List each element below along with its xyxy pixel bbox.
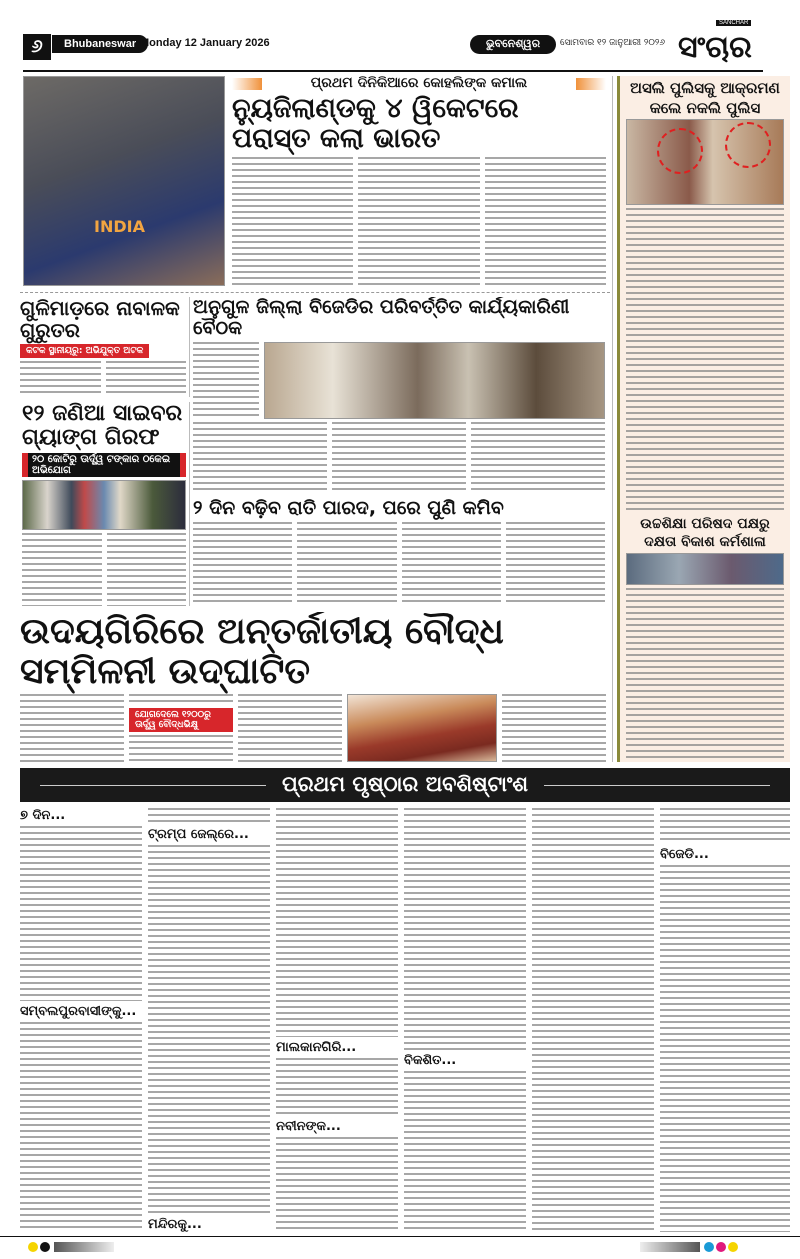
lead-body-col1 (232, 157, 353, 286)
masthead-logo-tag: SANCHAR (716, 20, 751, 26)
continuation-col3-a (276, 808, 398, 1037)
continuation-col3-c (276, 1137, 398, 1233)
lead-body (232, 157, 606, 286)
cyber-headline: ୧୨ ଜଣିଆ ସାଇବର ଗ୍ୟାଙ୍ଗ ଗିରଫ (22, 402, 183, 451)
shooting-headline: ଗୁଳିମାଡ଼ରେ ନାବାଳକ ଗୁରୁତର (20, 297, 180, 342)
continuation-banner (20, 768, 790, 802)
registration-mark (716, 1242, 726, 1252)
continuation-subhead: ବିକଶିତ... (404, 1052, 457, 1068)
continuation-col6 (660, 808, 790, 1232)
shooting-body-col1 (20, 361, 101, 397)
bjd-body-col3 (332, 422, 466, 493)
highlight-circle-right (725, 122, 771, 168)
page-number: ୬ (23, 34, 51, 60)
continuation-col2 (148, 808, 270, 1232)
continuation-col6-b (660, 865, 790, 1232)
sidebar-story2-body (626, 588, 784, 758)
column-divider (189, 402, 190, 606)
date-en: Monday 12 January 2026 (140, 37, 270, 49)
bjd-bottom-row (193, 422, 605, 493)
shooting-tag: କଟକ ସ୍ଥାନୀୟରୁ: ଅଭିଯୁକ୍ତ ଅଟକ (20, 344, 149, 358)
sidebar-headline-1b: କଲେ ନକଲି ପୁଲିସ (649, 98, 761, 117)
monks-photo (347, 694, 497, 762)
registration-mark (704, 1242, 714, 1252)
continuation-subhead: ମାଲକାନଗିରି... (276, 1040, 357, 1056)
gray-scale-bar (640, 1242, 700, 1252)
buddhist-story (20, 612, 606, 762)
shooting-body-col2 (106, 361, 187, 397)
banner-rule-right (544, 785, 770, 786)
continuation-subhead: ନବୀନଙ୍କ... (276, 1118, 341, 1134)
shooting-body (20, 361, 186, 397)
cyber-gang-photo (22, 480, 186, 530)
sidebar-headline-2b: ଦକ୍ଷତା ବିକାଶ କର୍ମଶାଳା (644, 533, 766, 550)
sidebar-box (617, 76, 790, 762)
continuation-col5-wrap (532, 808, 654, 1232)
continuation-col1 (20, 808, 142, 1232)
continuation-subhead: ମନ୍ଦିରକୁ... (148, 1217, 202, 1232)
footer-rule (0, 1236, 800, 1237)
buddhist-body (20, 694, 606, 762)
continuation-subhead: ୭ ଦିନ... (20, 808, 66, 823)
edition-city-or: ଭୁବନେଶ୍ୱର (470, 35, 556, 54)
continuation-col6-a (660, 808, 790, 844)
bjd-body-col2 (193, 422, 327, 493)
fake-police-photo (626, 119, 784, 205)
lead-kicker-row (232, 76, 606, 91)
buddhist-body-col1 (20, 694, 124, 762)
bjd-story (193, 297, 605, 493)
masthead-logo: ସଂଚାର (678, 30, 752, 65)
continuation-col4 (404, 808, 526, 1232)
section-divider (20, 292, 610, 293)
continuation-subhead: ଟ୍ରମ୍ପ ଜେଲ୍‌ରେ... (148, 827, 249, 842)
bjd-top-row (193, 342, 605, 420)
weather-body-col3 (402, 522, 501, 606)
buddhist-body-col2b (129, 735, 233, 762)
registration-mark (28, 1242, 38, 1252)
lead-story (232, 76, 606, 286)
buddhist-body-col2-wrap (129, 694, 233, 762)
buddhist-body-col2 (129, 694, 233, 705)
buddhist-tag: ଯୋଗଦେଲେ ୧୨୦୦ରୁ ଊର୍ଦ୍ଧ୍ୱ ବୌଦ୍ଧଭିକ୍ଷୁ (129, 708, 233, 732)
shooting-story (20, 297, 186, 397)
banner-rule-left (40, 785, 266, 786)
highlight-circle-left (657, 128, 703, 174)
continuation-col3 (276, 808, 398, 1232)
continuation-col2-a (148, 808, 270, 824)
continuation-col5 (532, 808, 654, 1232)
continuation-subhead: ବିଜେଡି... (660, 847, 709, 862)
workshop-photo (626, 553, 784, 585)
kicker-bar-left (232, 78, 262, 90)
continuation-col2-b (148, 845, 270, 1214)
bjd-headline: ଅନୁଗୁଳ ଜିଲ୍ଲା ବିଜେଡିର ପରିବର୍ତ୍ତିତ କାର୍ଯ୍ୟକାରିଣୀ ବୈଠକ (193, 297, 570, 339)
buddhist-body-col4 (502, 694, 606, 762)
lead-kicker: ପ୍ରଥମ ଦିନିକିଆରେ କୋହଲିଙ୍କ କମାଲ (310, 76, 528, 91)
lead-body-col3 (485, 157, 606, 286)
continuation-col1-a (20, 826, 142, 1001)
edition-city-en: Bhubaneswar (52, 35, 148, 53)
cyber-story (22, 402, 186, 606)
continuation-subhead: ସମ୍ବଲପୁରବାସୀଙ୍କୁ... (20, 1004, 137, 1019)
weather-story (193, 498, 605, 606)
weather-body (193, 522, 605, 606)
lead-headline: ନ୍ୟୁଜିଲାଣ୍ଡକୁ ୪ ୱିକେଟରେ ପରାସ୍ତ କଲା ଭାରତ (232, 93, 519, 155)
bjd-body-col4 (471, 422, 605, 493)
buddhist-body-col3 (238, 694, 342, 762)
banner-title: ପ୍ରଥମ ପୃଷ୍ଠାର ଅବଶିଷ୍ଟାଂଶ (282, 772, 528, 797)
header-rule (23, 70, 763, 72)
continuation-col4-a (404, 808, 526, 1050)
buddhist-headline: ଉଦୟଗିରିରେ ଅନ୍ତର୍ଜାତୀୟ ବୌଦ୍ଧ ସମ୍ମିଳନୀ ଉଦ୍‌ଘାଟିତ (20, 612, 504, 692)
date-or: ସୋମବାର ୧୨ ଜାନୁଆରୀ ୨୦୨୬ (560, 38, 666, 48)
lead-body-col2 (358, 157, 479, 286)
continuation-col4-b (404, 1071, 526, 1232)
weather-headline: ୨ ଦିନ ବଢ଼ିବ ରାତି ପାରଦ, ପରେ ପୁଣି କମିବ (193, 498, 504, 519)
registration-mark (728, 1242, 738, 1252)
bjd-body-col1 (193, 342, 259, 420)
weather-body-col1 (193, 522, 292, 606)
weather-body-col2 (297, 522, 396, 606)
column-divider (612, 76, 613, 762)
gray-scale-bar (54, 1242, 114, 1252)
cyber-body-col1 (22, 533, 102, 606)
jersey-text: INDIA (94, 217, 145, 236)
cyber-body (22, 533, 186, 606)
sidebar-headline-2a: ଉଚ୍ଚଶିକ୍ଷା ପରିଷଦ ପକ୍ଷରୁ (640, 515, 770, 532)
kohli-photo (23, 76, 225, 286)
sidebar-headline-1a: ଅସଲି ପୁଲିସକୁ ଆକ୍ରମଣ (630, 79, 780, 97)
cyber-subhead: ୨୦ କୋଟିରୁ ଊର୍ଦ୍ଧ୍ୱ ଟଙ୍କାର ଠକେଇ ଅଭିଯୋଗ (22, 453, 186, 477)
weather-body-col4 (506, 522, 605, 606)
continuation-col3-b (276, 1058, 398, 1115)
bjd-meeting-photo (264, 342, 605, 420)
continuation-col1-b (20, 1022, 142, 1232)
cyber-body-col2 (107, 533, 187, 606)
kicker-bar-right (576, 78, 606, 90)
column-divider (189, 297, 190, 397)
sidebar-story1-body (626, 208, 784, 514)
registration-mark (40, 1242, 50, 1252)
